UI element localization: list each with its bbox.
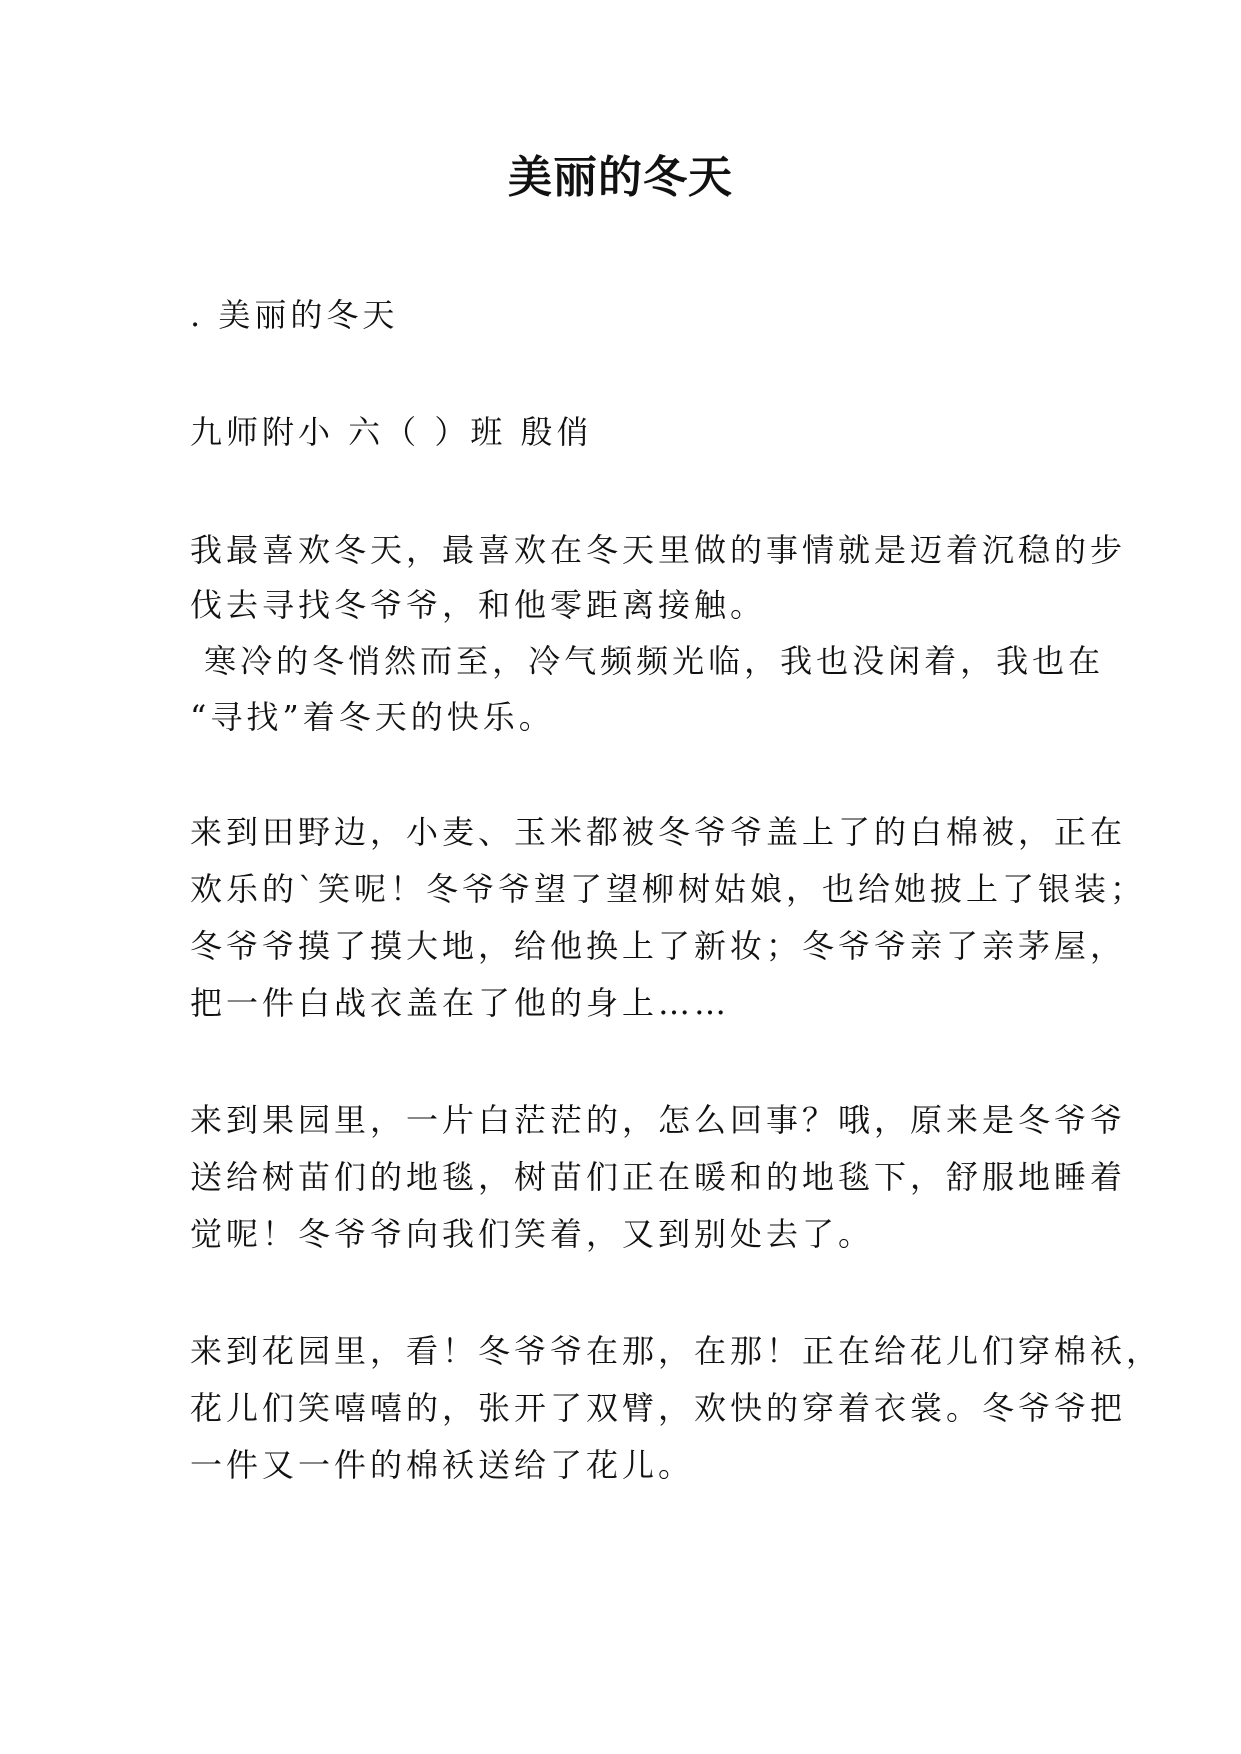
text-line: 花儿们笑嘻嘻的，张开了双臂，欢快的穿着衣裳。冬爷爷把: [190, 1389, 1127, 1427]
text-line: 来到田野边，小麦、玉米都被冬爷爷盖上了的白棉被，正在: [190, 813, 1127, 851]
page-title: 美丽的冬天: [508, 152, 733, 203]
text-line: 伐去寻找冬爷爷，和他零距离接触。: [190, 586, 767, 624]
author-line: 九师附小 六（ ）班 殷俏: [190, 413, 593, 451]
text-line: 寒冷的冬悄然而至，冷气频频光临，我也没闲着，我也在: [190, 642, 1105, 680]
text-line: 来到花园里，看！冬爷爷在那，在那！正在给花儿们穿棉袄，: [190, 1332, 1163, 1370]
text-line: 来到果园里，一片白茫茫的，怎么回事？哦，原来是冬爷爷: [190, 1101, 1127, 1139]
text-line: 觉呢！冬爷爷向我们笑着，又到别处去了。: [190, 1215, 875, 1253]
text-line: 冬爷爷摸了摸大地，给他换上了新妆；冬爷爷亲了亲茅屋，: [190, 927, 1127, 965]
text-line: “寻找”着冬天的快乐。: [190, 698, 555, 736]
subtitle: . 美丽的冬天: [190, 296, 399, 334]
text-line: 一件又一件的棉袄送给了花儿。: [190, 1446, 695, 1484]
text-line: 我最喜欢冬天，最喜欢在冬天里做的事情就是迈着沉稳的步: [190, 531, 1127, 569]
text-line: 欢乐的`笑呢！冬爷爷望了望柳树姑娘，也给她披上了银装；: [190, 870, 1147, 908]
text-line: 把一件白战衣盖在了他的身上……: [190, 984, 731, 1022]
text-line: 送给树苗们的地毯，树苗们正在暖和的地毯下，舒服地睡着: [190, 1158, 1127, 1196]
